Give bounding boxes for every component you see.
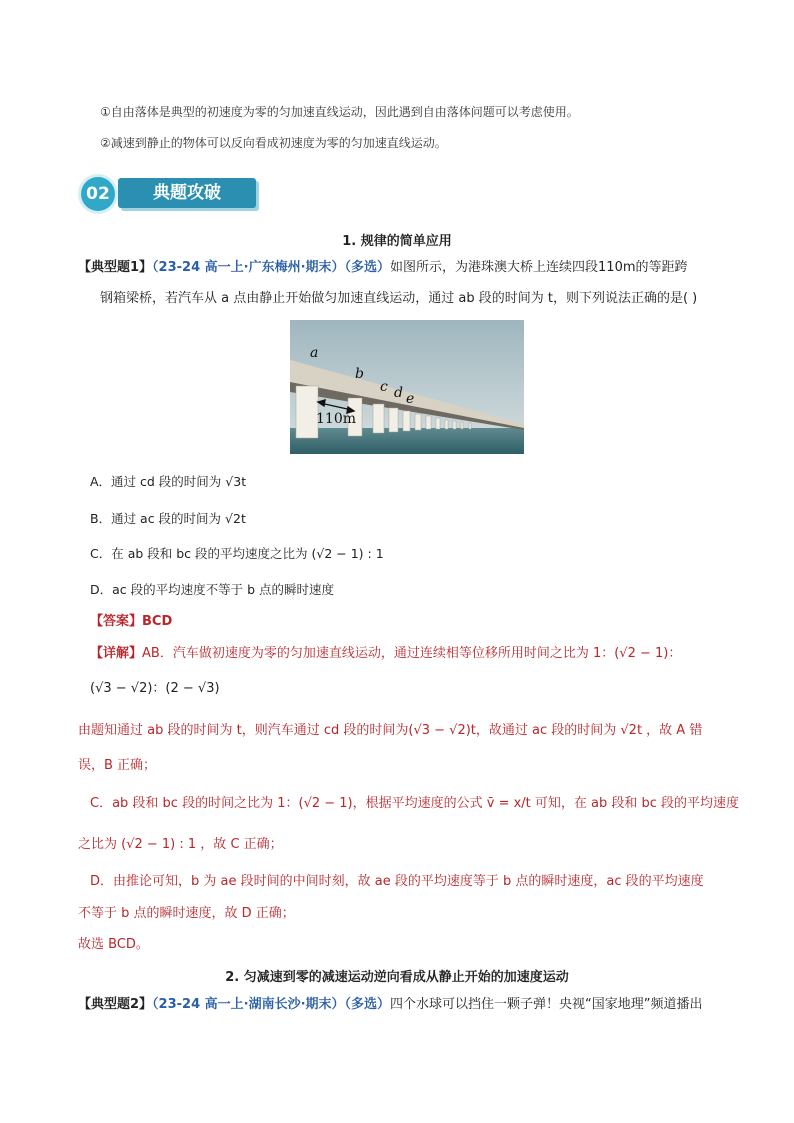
option-d: D．ac 段的平均速度不等于 b 点的瞬时速度 — [90, 582, 335, 597]
note-2: ②减速到静止的物体可以反向看成初速度为零的匀加速直线运动。 — [100, 136, 447, 150]
option-b: B．通过 ac 段的时间为 √2t — [90, 511, 246, 526]
question-2-stem: 四个水球可以挡住一颗子弹！央视“国家地理”频道播出 — [390, 997, 703, 1012]
subsection-title-2: 2. 匀减速到零的减速运动逆向看成从静止开始的加速度运动 — [225, 970, 569, 985]
section-title: 典题攻破 — [118, 178, 256, 208]
option-a: A．通过 cd 段的时间为 √3t — [90, 474, 247, 489]
detail-line-7: D．由推论可知，b 为 ae 段时间的中间时刻，故 ae 段的平均速度等于 b 点的瞬时速度，ac 段的平均速度 — [90, 874, 704, 889]
question-1-label: 【典型题1】 — [78, 260, 153, 275]
section-number-badge: 02 — [78, 174, 118, 214]
section-heading — [78, 170, 268, 218]
detail-line-5: C．ab 段和 bc 段的时间之比为 1：(√2 − 1)，根据平均速度的公式 v̄ = x/t 可知，在 ab 段和 bc 段的平均速度 — [90, 796, 740, 811]
detail-text-1: AB．汽车做初速度为零的匀加速直线运动，通过连续相等位移所用时间之比为 1：(√2 − 1)： — [142, 646, 682, 661]
detail-line-4: 误，B 正确； — [78, 758, 157, 773]
bridge-label-b: b — [355, 366, 364, 382]
detail-line-8: 不等于 b 点的瞬时速度，故 D 正确； — [78, 906, 295, 921]
question-1-stem-part1: 如图所示，为港珠澳大桥上连续四段110m的等距跨 — [390, 260, 688, 275]
question-1-line-1 — [78, 259, 688, 277]
bridge-label-d: d — [394, 385, 403, 401]
note-1: ①自由落体是典型的初速度为零的匀加速直线运动，因此遇到自由落体问题可以考虑使用。 — [100, 105, 579, 119]
answer-line — [90, 613, 172, 631]
question-1-source: （23-24 高一上·广东梅州·期末）（多选） — [152, 260, 391, 275]
answer-value: BCD — [142, 614, 173, 629]
detail-line-2: (√3 − √2)：(2 − √3) — [90, 681, 220, 696]
bridge-label-e: e — [406, 391, 415, 407]
question-2-label: 【典型题2】 — [78, 997, 153, 1012]
bridge-label-c: c — [380, 379, 388, 395]
answer-label: 【答案】 — [90, 614, 143, 629]
detail-line-6: 之比为 (√2 − 1) : 1 ，故 C 正确； — [78, 837, 283, 852]
option-c: C．在 ab 段和 bc 段的平均速度之比为 (√2 − 1) : 1 — [90, 546, 384, 561]
bridge-photo — [290, 320, 524, 454]
subsection-title-1: 1. 规律的简单应用 — [342, 234, 452, 249]
question-1-stem-part2: 钢箱梁桥，若汽车从 a 点由静止开始做匀加速直线运动，通过 ab 段的时间为 t，则下列说法正确的是( ) — [100, 291, 698, 306]
detail-label: 【详解】 — [90, 646, 143, 661]
question-2-source: （23-24 高一上·湖南长沙·期末）（多选） — [152, 997, 391, 1012]
detail-line-9: 故选 BCD。 — [78, 937, 149, 952]
bridge-label-a: a — [310, 345, 319, 361]
detail-line-3: 由题知通过 ab 段的时间为 t，则汽车通过 cd 段的时间为(√3 − √2)t，故通过 ac 段的时间为 √2t ，故 A 错 — [78, 723, 703, 738]
distance-label: 110m — [316, 411, 356, 427]
detail-line-1 — [90, 645, 681, 663]
question-2-line-1 — [78, 996, 703, 1014]
